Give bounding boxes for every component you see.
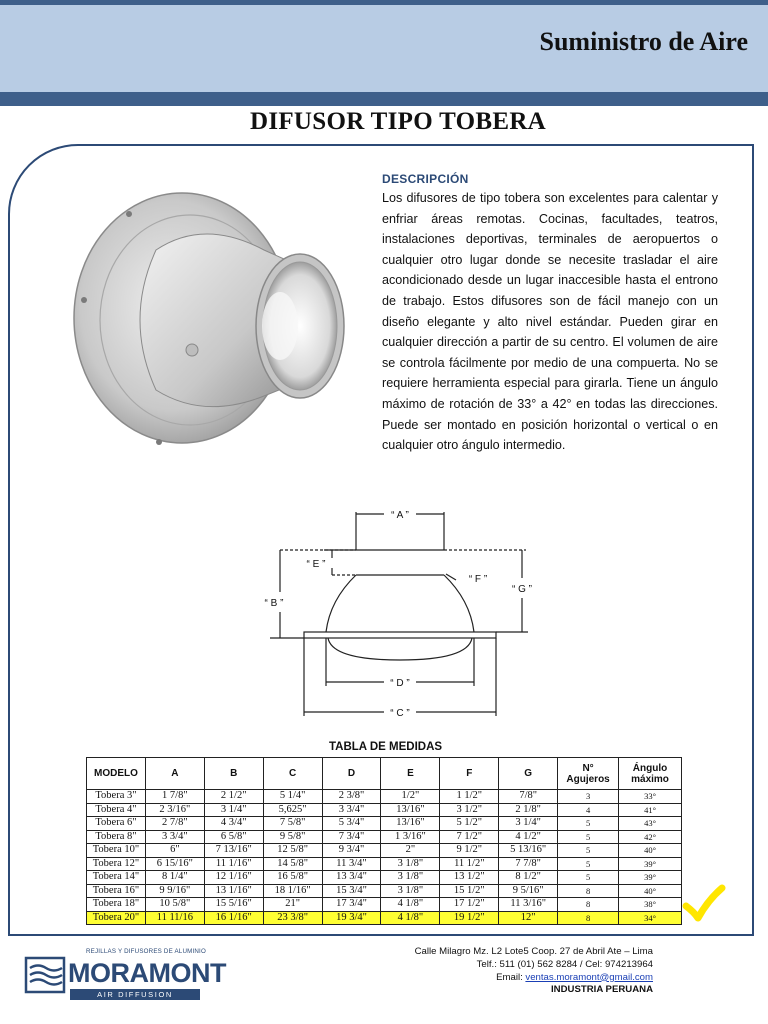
table-cell: 12 1/16" [204, 871, 263, 885]
table-row [87, 803, 682, 817]
table-cell: 4 1/2" [499, 830, 558, 844]
table-cell: 39° [619, 871, 682, 885]
dimension-drawing [250, 500, 550, 730]
table-cell: Tobera 16" [87, 884, 146, 898]
table-cell: 19 1/2" [440, 911, 499, 925]
table-cell: 3 1/2" [440, 803, 499, 817]
logo-tagline: AIR DIFFUSION [70, 989, 200, 1000]
table-row [87, 871, 682, 885]
table-cell: Tobera 8" [87, 830, 146, 844]
table-cell: 5 3/4" [322, 817, 381, 831]
table-cell: 5,625" [263, 803, 322, 817]
table-cell: 6" [145, 844, 204, 858]
diffuser-photo [64, 180, 364, 470]
table-row [87, 817, 682, 831]
table-row [87, 911, 682, 925]
label-A: “ A ” [391, 510, 409, 521]
table-cell: 6 15/16" [145, 857, 204, 871]
yellow-checkmark [680, 882, 726, 922]
table-cell: 40° [619, 844, 682, 858]
table-cell: 2 3/16" [145, 803, 204, 817]
table-cell: 2 1/8" [499, 803, 558, 817]
table-cell: 13/16" [381, 803, 440, 817]
table-cell: 34° [619, 911, 682, 925]
table-cell: 9 9/16" [145, 884, 204, 898]
col-header: E [381, 758, 440, 790]
logo-subtitle: REJILLAS Y DIFUSORES DE ALUMINIO [86, 948, 206, 955]
table-cell: 43° [619, 817, 682, 831]
description-heading: DESCRIPCIÓN [382, 172, 469, 186]
label-C: “ C ” [390, 708, 410, 719]
table-cell: 23 3/8" [263, 911, 322, 925]
label-G: “ G ” [512, 584, 532, 595]
table-title: TABLA DE MEDIDAS [329, 741, 443, 753]
table-row [87, 844, 682, 858]
table-cell: 3 3/4" [145, 830, 204, 844]
table-cell: 3 1/8" [381, 857, 440, 871]
table-cell: Tobera 10" [87, 844, 146, 858]
col-header: C [263, 758, 322, 790]
table-cell: Tobera 20" [87, 911, 146, 925]
label-D: “ D ” [390, 678, 410, 689]
table-cell: 42° [619, 830, 682, 844]
col-header: G [499, 758, 558, 790]
contact-footer: INDUSTRIA PERUANA [551, 984, 653, 996]
table-cell: 39° [619, 857, 682, 871]
table-cell: 5 1/4" [263, 790, 322, 804]
col-header: N° Agujeros [558, 758, 619, 790]
table-cell: 7 5/8" [263, 817, 322, 831]
table-cell: 3 1/4" [204, 803, 263, 817]
table-cell: 15 3/4" [322, 884, 381, 898]
table-cell: 5 [558, 830, 619, 844]
table-cell: 12" [499, 911, 558, 925]
table-cell: 10 5/8" [145, 898, 204, 912]
table-cell: 15 5/16" [204, 898, 263, 912]
table-cell: 1/2" [381, 790, 440, 804]
table-cell: 4 1/8" [381, 898, 440, 912]
col-header: F [440, 758, 499, 790]
table-cell: 17 1/2" [440, 898, 499, 912]
table-cell: Tobera 18" [87, 898, 146, 912]
table-cell: 21" [263, 898, 322, 912]
email-label: Email: [496, 971, 526, 983]
table-cell: 16 1/16" [204, 911, 263, 925]
table-cell: 3 3/4" [322, 803, 381, 817]
table-cell: 11 11/16 [145, 911, 204, 925]
description-text: Los difusores de tipo tobera son excelentes para calentar y enfriar áreas remotas. Cocinas, facultades, teatros, instalaciones deportivas, terminales de aeropuertos o cualquier otro lugar donde se necesite trasladar el aire acondicionado desde un lugar inaccesible hasta el entrono de trabajo. Estos difusores son de fácil manejo con un diseño elegante y alto nivel estándar. Pueden girar en cualquier dirección a partir de su centro. El volumen de aire se controla fácilmente por medio de una compuerta. No se requiere herramienta especial para girarla. Tiene un ángulo máximo de rotación de 33° a 42° en todas las direcciones. Puede ser montado en posición horizontal o vertical o en cualquier otro ángulo intermedio. [382, 191, 718, 453]
table-cell: 8 1/2" [499, 871, 558, 885]
table-cell: 17 3/4" [322, 898, 381, 912]
page-title: DIFUSOR TIPO TOBERA [249, 108, 547, 135]
table-cell: 8 [558, 898, 619, 912]
table-cell: Tobera 6" [87, 817, 146, 831]
table-row [87, 898, 682, 912]
table-cell: 8 [558, 884, 619, 898]
table-cell: 3 [558, 790, 619, 804]
contact-phone: Telf.: 511 (01) 562 8284 / Cel: 974213964 [476, 958, 653, 970]
moramont-logo [24, 948, 226, 1000]
contact-address: Calle Milagro Mz. L2 Lote5 Coop. 27 de Abril Ate – Lima [414, 946, 653, 957]
table-cell: 5 13/16" [499, 844, 558, 858]
table-cell: 9 5/8" [263, 830, 322, 844]
col-header: MODELO [87, 758, 146, 790]
email-link[interactable]: ventas.moramont@gmail.com [525, 971, 653, 983]
table-cell: 7 1/2" [440, 830, 499, 844]
table-cell: 5 [558, 817, 619, 831]
col-header: Ángulo máximo [619, 758, 682, 790]
table-cell: 11 1/16" [204, 857, 263, 871]
table-cell: 5 [558, 871, 619, 885]
logo-brand: MORAMONT [68, 958, 226, 988]
table-cell: 4 3/4" [204, 817, 263, 831]
table-header-row [87, 758, 682, 790]
table-cell: 41° [619, 803, 682, 817]
table-cell: 2 3/8" [322, 790, 381, 804]
table-cell: 16 5/8" [263, 871, 322, 885]
table-cell: 1 3/16" [381, 830, 440, 844]
table-cell: 9 3/4" [322, 844, 381, 858]
table-cell: 1 7/8" [145, 790, 204, 804]
table-cell: 6 5/8" [204, 830, 263, 844]
table-cell: 3 1/8" [381, 871, 440, 885]
table-cell: 9 1/2" [440, 844, 499, 858]
table-cell: 7 7/8" [499, 857, 558, 871]
table-row [87, 830, 682, 844]
table-cell: 8 [558, 911, 619, 925]
table-cell: 7 3/4" [322, 830, 381, 844]
table-cell: 5 [558, 857, 619, 871]
table-cell: Tobera 4" [87, 803, 146, 817]
col-header: D [322, 758, 381, 790]
table-cell: 18 1/16" [263, 884, 322, 898]
table-cell: 40° [619, 884, 682, 898]
table-row [87, 884, 682, 898]
measures-table [86, 757, 682, 925]
table-cell: 2 1/2" [204, 790, 263, 804]
table-cell: 33° [619, 790, 682, 804]
col-header: A [145, 758, 204, 790]
table-cell: 13 1/16" [204, 884, 263, 898]
table-cell: 11 1/2" [440, 857, 499, 871]
table-cell: 1 1/2" [440, 790, 499, 804]
label-F: “ F ” [468, 574, 488, 585]
air-wave-icon [24, 954, 66, 996]
table-cell: 15 1/2" [440, 884, 499, 898]
header-title: Suministro de Aire [539, 27, 748, 56]
table-cell: 5 1/2" [440, 817, 499, 831]
table-cell: 3 1/8" [381, 884, 440, 898]
table-cell: 19 3/4" [322, 911, 381, 925]
table-cell: 13 3/4" [322, 871, 381, 885]
contact-email-line [415, 972, 653, 985]
label-E: “ E ” [306, 559, 326, 570]
table-cell: 7/8" [499, 790, 558, 804]
table-cell: 11 3/4" [322, 857, 381, 871]
table-cell: 2" [381, 844, 440, 858]
table-cell: 12 5/8" [263, 844, 322, 858]
col-header: B [204, 758, 263, 790]
label-B: “ B ” [264, 598, 284, 609]
contact-block [415, 946, 653, 997]
table-cell: Tobera 3" [87, 790, 146, 804]
table-cell: Tobera 14" [87, 871, 146, 885]
table-cell: 13/16" [381, 817, 440, 831]
table-body [87, 790, 682, 925]
header-band [0, 5, 768, 92]
table-cell: 13 1/2" [440, 871, 499, 885]
table-cell: 3 1/4" [499, 817, 558, 831]
table-cell: 11 3/16" [499, 898, 558, 912]
table-cell: 2 7/8" [145, 817, 204, 831]
table-row [87, 790, 682, 804]
header-bar [0, 92, 768, 106]
table-cell: 8 1/4" [145, 871, 204, 885]
table-cell: 4 1/8" [381, 911, 440, 925]
table-cell: 14 5/8" [263, 857, 322, 871]
table-row [87, 857, 682, 871]
table-cell: 38° [619, 898, 682, 912]
table-cell: 5 [558, 844, 619, 858]
table-cell: 4 [558, 803, 619, 817]
table-cell: Tobera 12" [87, 857, 146, 871]
table-cell: 7 13/16" [204, 844, 263, 858]
table-cell: 9 5/16" [499, 884, 558, 898]
